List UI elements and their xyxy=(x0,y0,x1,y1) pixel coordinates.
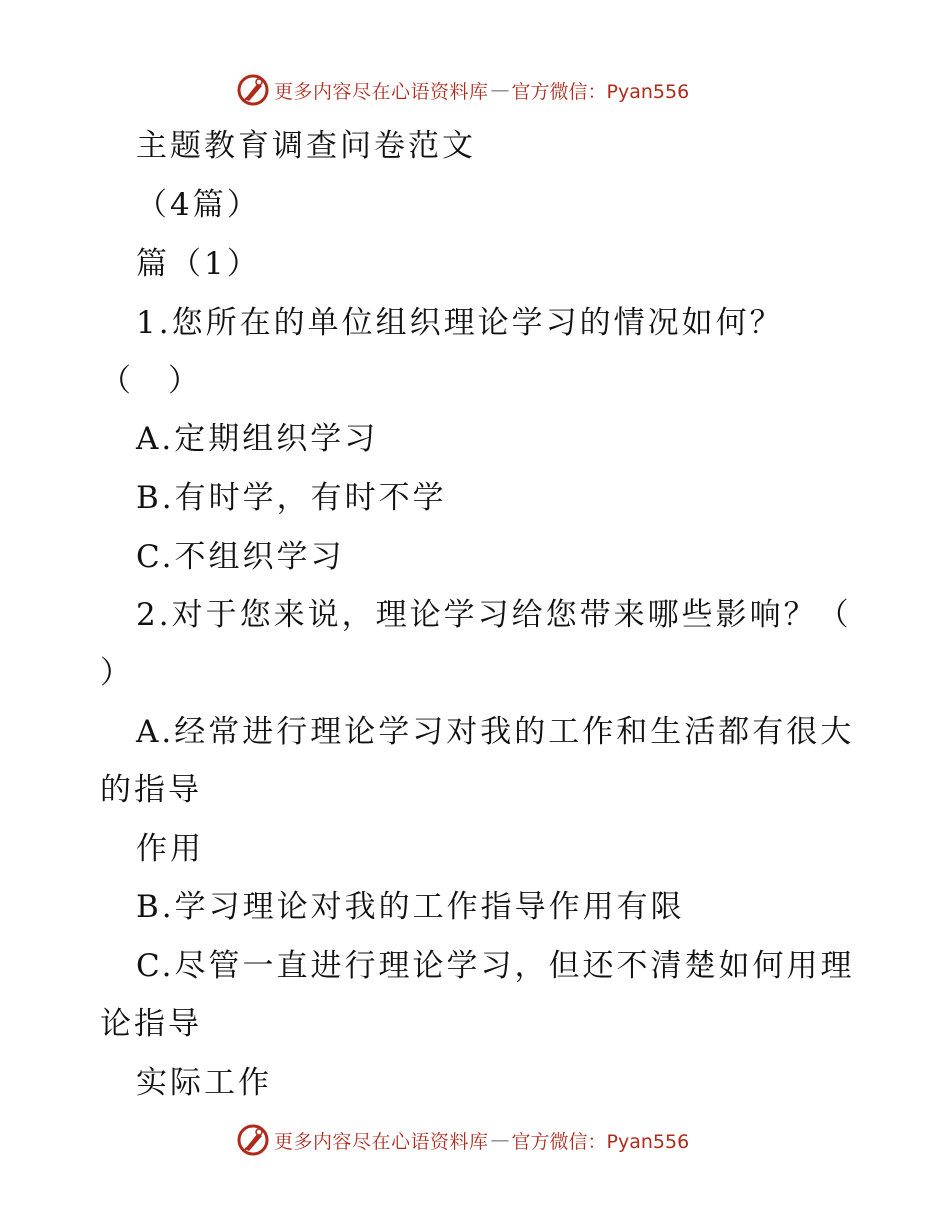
watermark-brand-text: 更多内容尽在心语资料库 xyxy=(274,80,489,103)
watermark-contact-text: 官方微信：Pyan556 xyxy=(511,80,690,103)
question-2-stem-end: ） xyxy=(100,655,134,691)
question-2-option-c-line-3: 实际工作 xyxy=(136,1065,272,1101)
question-1-blank: （ ） xyxy=(100,363,202,399)
watermark-contact-text: 官方微信：Pyan556 xyxy=(511,1130,690,1153)
footer-watermark xyxy=(236,1122,689,1158)
watermark-brand-text: 更多内容尽在心语资料库 xyxy=(274,1130,489,1153)
question-2-option-a-line-3: 作用 xyxy=(136,831,204,867)
question-2-stem: 2.对于您来说，理论学习给您带来哪些影响？（ xyxy=(136,597,852,633)
question-1-option-c: C.不组织学习 xyxy=(136,539,345,575)
question-2-option-a-line-1: A.经常进行理论学习对我的工作和生活都有很大 xyxy=(136,714,855,750)
document-title: 主题教育调查问卷范文 xyxy=(136,128,476,164)
header-watermark xyxy=(236,72,689,108)
section-heading: 篇（1） xyxy=(136,246,261,282)
question-1-option-b: B.有时学，有时不学 xyxy=(136,480,447,516)
document-count: （4篇） xyxy=(136,187,261,223)
watermark-dash: — xyxy=(490,1129,510,1151)
watermark-dash: — xyxy=(490,79,510,101)
question-2-option-c-line-2: 论指导 xyxy=(100,1006,202,1042)
pen-nib-logo-icon xyxy=(236,73,270,107)
question-2-option-c-line-1: C.尽管一直进行理论学习，但还不清楚如何用理 xyxy=(136,948,855,984)
question-1-option-a: A.定期组织学习 xyxy=(136,421,379,457)
question-2-option-b: B.学习理论对我的工作指导作用有限 xyxy=(136,889,685,925)
pen-nib-logo-icon xyxy=(236,1123,270,1157)
question-2-option-a-line-2: 的指导 xyxy=(100,772,202,808)
question-1-stem: 1.您所在的单位组织理论学习的情况如何？ xyxy=(136,305,784,341)
